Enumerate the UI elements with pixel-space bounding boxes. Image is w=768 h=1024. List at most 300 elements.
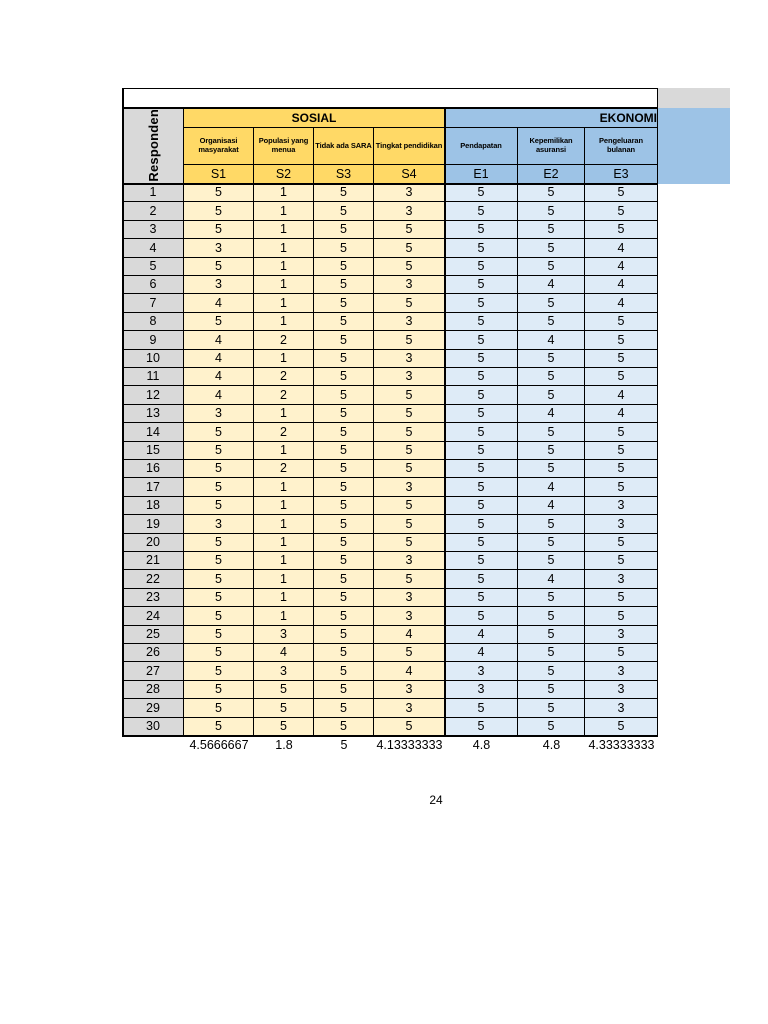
table-cell: 5 [518,313,585,331]
table-cell: 4 [445,626,518,644]
title-bottom-border [123,107,658,109]
table-cell: 5 [314,497,374,515]
table-cell: 5 [518,552,585,570]
table-cell: 5 [374,258,445,276]
table-cell: 5 [184,497,254,515]
table-cell: 5 [445,497,518,515]
table-cell: 3 [254,626,314,644]
average-cell: 4.13333333 [376,737,443,752]
table-cell: 5 [374,718,445,736]
table-cell: 5 [445,699,518,718]
table-row [123,662,658,681]
table-row [123,589,658,607]
row-number: 25 [123,626,184,644]
table-cell: 5 [518,515,585,534]
table-cell: 3 [374,681,445,699]
column-code-e1: E1 [445,165,518,184]
table-cell: 2 [254,460,314,478]
average-cell: 4.5666667 [189,737,249,752]
table-cell: 5 [518,423,585,442]
table-row [123,515,658,534]
table-top-border [123,88,658,89]
average-cell: 5 [340,737,348,752]
table-cell: 3 [585,662,658,681]
table-cell: 3 [585,515,658,534]
table-row [123,552,658,570]
table-cell: 5 [374,515,445,534]
table-cell: 5 [518,368,585,386]
table-row [123,534,658,552]
row-number: 28 [123,681,184,699]
table-row [123,386,658,405]
table-cell: 1 [254,552,314,570]
table-cell: 5 [445,423,518,442]
row-number: 3 [123,221,184,239]
table-cell: 5 [314,699,374,718]
table-cell: 3 [374,368,445,386]
table-row [123,699,658,718]
table-cell: 1 [254,442,314,460]
table-cell: 5 [374,423,445,442]
table-cell: 5 [445,478,518,497]
table-row [123,442,658,460]
page-number: 24 [429,793,443,807]
table-cell: 5 [314,276,374,294]
table-cell: 5 [314,442,374,460]
row-number: 26 [123,644,184,662]
table-row [123,644,658,662]
table-cell: 3 [374,589,445,607]
average-cell: 4.33333333 [588,737,655,752]
table-cell: 2 [254,423,314,442]
table-cell: 5 [314,681,374,699]
table-cell: 5 [374,239,445,258]
table-cell: 5 [314,386,374,405]
table-cell: 1 [254,515,314,534]
table-cell: 5 [374,570,445,589]
table-cell: 5 [314,239,374,258]
table-cell: 2 [254,331,314,350]
table-cell: 5 [518,294,585,313]
table-cell: 5 [184,644,254,662]
table-cell: 3 [184,239,254,258]
table-cell: 5 [585,331,658,350]
table-cell: 5 [184,184,254,202]
table-cell: 5 [518,644,585,662]
table-cell: 5 [314,350,374,368]
table-cell: 5 [314,258,374,276]
table-cell: 5 [445,589,518,607]
table-row [123,607,658,626]
column-label-e1: Pendapatan [445,128,518,165]
table-cell: 5 [314,570,374,589]
table-cell: 5 [254,699,314,718]
table-cell: 5 [184,681,254,699]
row-number: 27 [123,662,184,681]
table-row [123,276,658,294]
table-cell: 5 [184,534,254,552]
row-number: 2 [123,202,184,221]
row-number: 23 [123,589,184,607]
table-cell: 5 [445,350,518,368]
table-cell: 5 [518,350,585,368]
header-bottom-border [123,183,658,185]
row-number: 30 [123,718,184,736]
table-cell: 4 [585,276,658,294]
table-cell: 4 [585,386,658,405]
table-cell: 5 [184,442,254,460]
table-cell: 4 [184,294,254,313]
row-number: 24 [123,607,184,626]
table-cell: 5 [518,626,585,644]
table-cell: 3 [184,405,254,423]
table-cell: 5 [314,534,374,552]
table-row [123,405,658,423]
table-cell: 4 [184,386,254,405]
table-row [123,331,658,350]
table-row [123,460,658,478]
table-cell: 3 [445,662,518,681]
table-row [123,626,658,644]
column-code-e3: E3 [585,165,658,184]
column-label-s1: Organisasi masyarakat [184,128,254,165]
table-cell: 5 [314,607,374,626]
column-code-s1: S1 [184,165,254,184]
row-number: 20 [123,534,184,552]
table-cell: 4 [374,662,445,681]
row-number: 21 [123,552,184,570]
table-cell: 5 [374,644,445,662]
row-number: 18 [123,497,184,515]
table-cell: 3 [374,478,445,497]
table-cell: 5 [314,202,374,221]
title-row-overflow [658,88,730,108]
table-cell: 5 [518,239,585,258]
table-cell: 5 [518,718,585,736]
table-cell: 5 [445,442,518,460]
average-cell: 1.8 [275,737,293,752]
table-row [123,423,658,442]
table-cell: 5 [445,258,518,276]
row-number: 9 [123,331,184,350]
table-row [123,239,658,258]
table-row [123,570,658,589]
table-cell: 1 [254,313,314,331]
table-left-border [122,88,124,737]
table-row [123,258,658,276]
averages-row [123,736,658,754]
table-cell: 5 [445,331,518,350]
table-cell: 5 [585,368,658,386]
row-number: 10 [123,350,184,368]
row-number: 16 [123,460,184,478]
table-cell: 5 [518,534,585,552]
table-cell: 1 [254,294,314,313]
table-cell: 3 [374,699,445,718]
table-cell: 4 [518,570,585,589]
table-cell: 1 [254,184,314,202]
row-number: 11 [123,368,184,386]
table-cell: 5 [585,350,658,368]
table-cell: 5 [518,202,585,221]
table-cell: 5 [184,626,254,644]
table-cell: 5 [518,460,585,478]
table-cell: 5 [314,423,374,442]
table-cell: 3 [184,515,254,534]
row-number: 29 [123,699,184,718]
table-cell: 5 [314,478,374,497]
table-cell: 5 [445,202,518,221]
table-cell: 5 [184,202,254,221]
table-cell: 5 [184,221,254,239]
row-number: 13 [123,405,184,423]
table-cell: 5 [314,405,374,423]
table-cell: 5 [184,607,254,626]
table-cell: 5 [585,184,658,202]
table-cell: 4 [184,331,254,350]
row-number: 17 [123,478,184,497]
table-cell: 2 [254,386,314,405]
group-header-ekonomi: EKONOMI [445,108,658,128]
table-cell: 5 [445,405,518,423]
table-cell: 5 [518,184,585,202]
column-code-s4: S4 [374,165,445,184]
table-cell: 1 [254,239,314,258]
table-cell: 5 [374,386,445,405]
table-cell: 5 [374,460,445,478]
row-number: 1 [123,184,184,202]
table-cell: 3 [374,202,445,221]
group-divider [444,108,446,737]
table-cell: 5 [445,718,518,736]
column-code-s2: S2 [254,165,314,184]
table-cell: 1 [254,258,314,276]
table-cell: 1 [254,497,314,515]
table-cell: 5 [314,184,374,202]
table-cell: 4 [254,644,314,662]
table-cell: 5 [518,607,585,626]
table-cell: 5 [314,368,374,386]
table-row [123,202,658,221]
table-cell: 5 [314,313,374,331]
table-cell: 5 [585,478,658,497]
row-number: 6 [123,276,184,294]
table-cell: 3 [374,313,445,331]
table-cell: 5 [445,534,518,552]
column-code-s3: S3 [314,165,374,184]
row-number: 4 [123,239,184,258]
table-cell: 4 [184,350,254,368]
table-row [123,368,658,386]
table-cell: 5 [374,534,445,552]
table-cell: 5 [518,699,585,718]
table-cell: 5 [314,460,374,478]
table-row [123,221,658,239]
column-label-e2: Kepemilikan asuransi [518,128,585,165]
table-cell: 3 [374,184,445,202]
table-cell: 1 [254,221,314,239]
table-cell: 5 [518,258,585,276]
table-row [123,478,658,497]
table-cell: 1 [254,534,314,552]
average-cell: 4.8 [542,737,561,752]
table-cell: 5 [585,442,658,460]
table-cell: 5 [184,699,254,718]
table-cell: 5 [314,221,374,239]
table-cell: 5 [518,442,585,460]
table-cell: 5 [374,497,445,515]
table-cell: 5 [445,239,518,258]
ekonomi-header-overflow [658,108,730,184]
table-cell: 5 [184,552,254,570]
table-cell: 5 [585,202,658,221]
table-cell: 5 [518,681,585,699]
table-cell: 3 [585,570,658,589]
responden-header [123,108,184,184]
table-cell: 3 [184,276,254,294]
table-cell: 5 [184,423,254,442]
table-cell: 5 [585,589,658,607]
table-cell: 1 [254,570,314,589]
table-cell: 4 [585,405,658,423]
table-cell: 5 [445,515,518,534]
column-label-s2: Populasi yang menua [254,128,314,165]
table-cell: 5 [184,662,254,681]
table-cell: 3 [374,350,445,368]
table-cell: 5 [518,662,585,681]
table-cell: 3 [374,276,445,294]
data-table [123,88,730,758]
table-cell: 5 [314,644,374,662]
row-number: 5 [123,258,184,276]
table-cell: 5 [314,589,374,607]
table-cell: 5 [184,589,254,607]
table-cell: 4 [184,368,254,386]
table-cell: 5 [314,718,374,736]
title-row [123,88,658,108]
row-number: 15 [123,442,184,460]
table-cell: 5 [445,607,518,626]
table-cell: 5 [585,423,658,442]
table-cell: 5 [374,221,445,239]
table-cell: 5 [314,626,374,644]
table-cell: 5 [184,478,254,497]
table-cell: 4 [374,626,445,644]
table-cell: 5 [374,442,445,460]
table-cell: 5 [445,386,518,405]
table-row [123,184,658,202]
table-cell: 4 [445,644,518,662]
table-cell: 5 [518,589,585,607]
group-header-sosial: SOSIAL [184,108,445,128]
table-cell: 5 [585,552,658,570]
table-cell: 2 [254,368,314,386]
table-cell: 4 [518,405,585,423]
table-cell: 4 [518,478,585,497]
table-cell: 5 [585,313,658,331]
table-row [123,350,658,368]
table-cell: 5 [184,460,254,478]
row-number: 7 [123,294,184,313]
table-cell: 3 [254,662,314,681]
table-cell: 1 [254,405,314,423]
table-cell: 5 [445,552,518,570]
table-cell: 5 [445,184,518,202]
table-row [123,718,658,736]
table-cell: 5 [374,405,445,423]
row-number: 14 [123,423,184,442]
table-cell: 5 [184,718,254,736]
table-cell: 1 [254,478,314,497]
table-cell: 3 [445,681,518,699]
table-cell: 5 [254,681,314,699]
row-number: 22 [123,570,184,589]
table-cell: 5 [445,313,518,331]
table-cell: 4 [585,239,658,258]
table-cell: 1 [254,202,314,221]
table-cell: 5 [518,386,585,405]
table-cell: 5 [445,460,518,478]
table-cell: 1 [254,589,314,607]
table-cell: 5 [445,294,518,313]
table-cell: 1 [254,350,314,368]
table-cell: 3 [374,607,445,626]
table-cell: 3 [374,552,445,570]
table-row [123,681,658,699]
table-cell: 5 [585,718,658,736]
table-cell: 5 [585,534,658,552]
column-code-e2: E2 [518,165,585,184]
table-cell: 5 [585,607,658,626]
table-cell: 5 [445,570,518,589]
table-cell: 5 [585,221,658,239]
row-number: 12 [123,386,184,405]
table-cell: 5 [254,718,314,736]
table-cell: 5 [184,258,254,276]
table-cell: 1 [254,276,314,294]
row-number: 19 [123,515,184,534]
table-cell: 5 [184,570,254,589]
table-cell: 5 [314,515,374,534]
table-cell: 4 [518,331,585,350]
column-label-s4: Tingkat pendidikan [374,128,445,165]
table-cell: 4 [585,294,658,313]
table-cell: 4 [518,276,585,294]
table-cell: 5 [314,662,374,681]
table-cell: 5 [374,331,445,350]
table-cell: 5 [184,313,254,331]
table-cell: 5 [374,294,445,313]
table-cell: 5 [445,276,518,294]
table-row [123,294,658,313]
table-cell: 5 [314,294,374,313]
table-bottom-border [123,735,658,737]
table-cell: 3 [585,497,658,515]
table-cell: 3 [585,699,658,718]
table-cell: 5 [585,644,658,662]
column-label-e3: Pengeluaran bulanan [585,128,658,165]
table-row [123,313,658,331]
table-cell: 5 [518,221,585,239]
table-cell: 4 [585,258,658,276]
table-cell: 3 [585,681,658,699]
average-cell: 4.8 [472,737,491,752]
row-number: 8 [123,313,184,331]
column-label-s3: Tidak ada SARA [314,128,374,165]
table-cell: 3 [585,626,658,644]
table-cell: 5 [445,368,518,386]
table-cell: 5 [314,331,374,350]
